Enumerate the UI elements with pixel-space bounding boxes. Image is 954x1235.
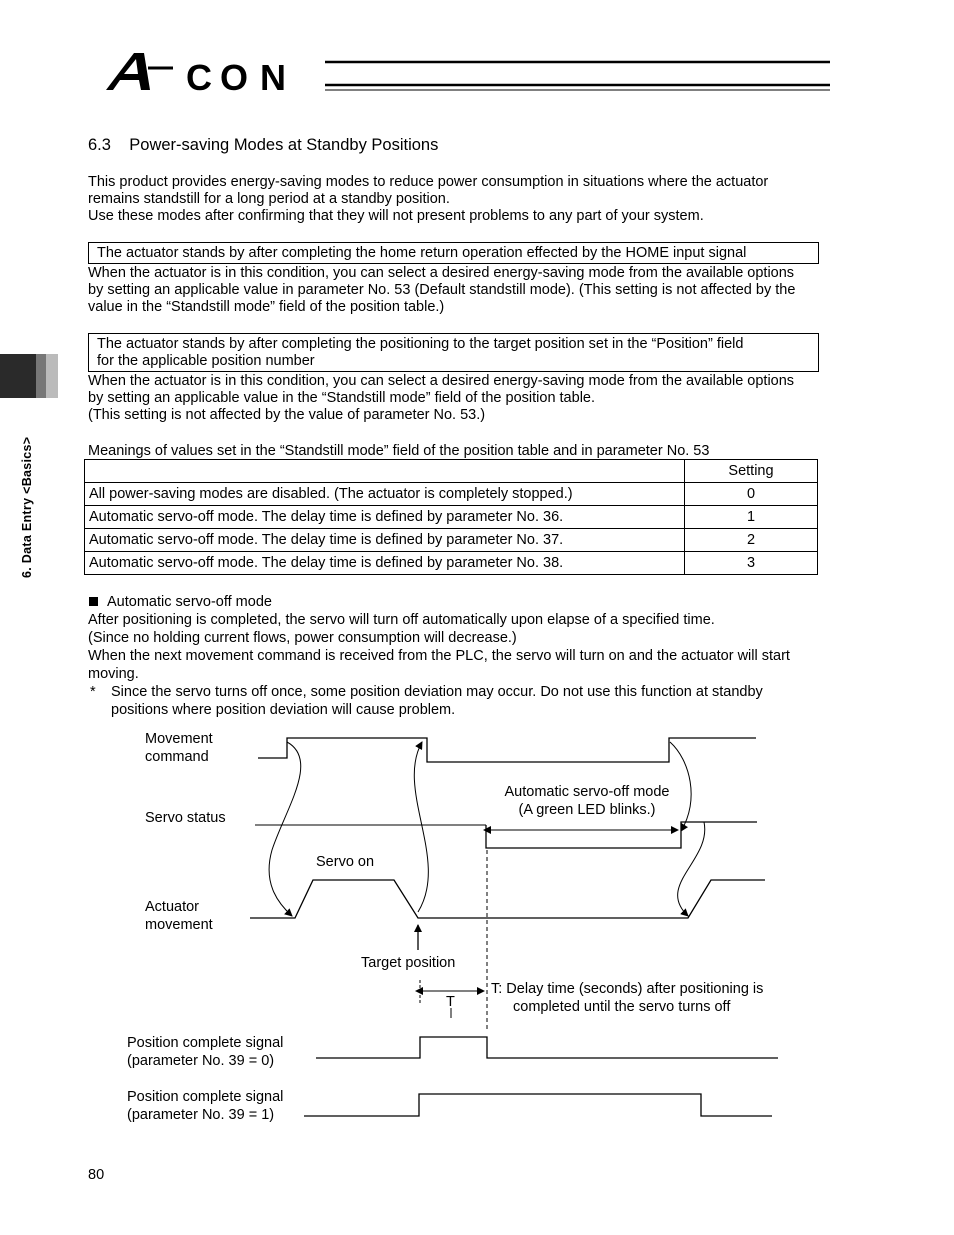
label-actuator-movement-2: movement — [145, 917, 213, 933]
para1-line-3: value in the “Standstill mode” field of the position table.) — [88, 299, 445, 315]
pcs1-waveform — [304, 1094, 772, 1116]
condition-box-position — [88, 333, 819, 372]
table-cell-description: Automatic servo-off mode. The delay time is defined by parameter No. 36. — [85, 506, 685, 529]
note-mark: * — [90, 684, 96, 700]
intro-line-1: This product provides energy-saving modes to reduce power consumption in situations where the actuator — [88, 174, 769, 190]
condition-box-home-text: The actuator stands by after completing the home return operation effected by the HOME input signal — [97, 245, 747, 261]
table-row — [85, 506, 818, 529]
curve-command-to-servo — [670, 742, 691, 831]
condition-box-home — [88, 242, 819, 264]
curve-movement-to-command — [414, 742, 428, 912]
label-movement-command-2: command — [145, 749, 209, 765]
label-t-desc-2: completed until the servo turns off — [513, 999, 731, 1015]
para1-line-2: by setting an applicable value in parameter No. 53 (Default standstill mode). (This setting is not affected by the — [88, 282, 796, 298]
label-pcs1-1: Position complete signal — [127, 1089, 284, 1105]
para1-line-1: When the actuator is in this condition, you can select a desired energy-saving mode from the available options — [88, 265, 795, 281]
square-bullet-icon — [89, 597, 98, 606]
svg-text:C: C — [186, 57, 212, 96]
label-servo-status: Servo status — [145, 810, 226, 826]
table-cell-setting: 2 — [685, 529, 818, 552]
label-pcs0-1: Position complete signal — [127, 1035, 284, 1051]
page-number: 80 — [88, 1167, 105, 1183]
label-auto-servo-off-2: (A green LED blinks.) — [518, 802, 656, 818]
servo-off-line-2: (Since no holding current flows, power consumption will decrease.) — [88, 630, 517, 646]
servo-off-heading — [89, 594, 272, 611]
label-pcs0-2: (parameter No. 39 = 0) — [127, 1053, 275, 1069]
label-actuator-movement-1: Actuator — [145, 899, 199, 915]
intro-line-3: Use these modes after confirming that they will not present problems to any part of your system. — [88, 208, 704, 224]
svg-text:O: O — [220, 57, 249, 96]
table-row — [85, 483, 818, 506]
section-title: 6.3 Power-saving Modes at Standby Positions — [88, 136, 439, 154]
para2-line-2: by setting an applicable value in the “Standstill mode” field of the position table. — [88, 390, 596, 406]
servo-off-line-4: moving. — [88, 666, 139, 682]
intro-line-2: remains standstill for a long period at a standby position. — [88, 191, 450, 207]
standstill-mode-table — [84, 459, 818, 575]
sidebar-tab — [0, 354, 58, 398]
curve-servo-to-movement — [678, 822, 705, 916]
actuator-movement-waveform — [250, 880, 765, 918]
label-t: T — [446, 994, 455, 1010]
sidebar-chapter-label: 6. Data Entry <Basics> — [20, 436, 34, 578]
label-t-desc-1: T: Delay time (seconds) after positioning is — [491, 981, 764, 997]
acon-logo-graphic — [100, 46, 835, 96]
table-cell-description: All power-saving modes are disabled. (The actuator is completely stopped.) — [85, 483, 685, 506]
para2-line-1: When the actuator is in this condition, you can select a desired energy-saving mode from the available options — [88, 373, 795, 389]
table-cell-setting: 1 — [685, 506, 818, 529]
movement-command-waveform — [258, 738, 756, 762]
table-header-row — [85, 460, 818, 483]
table-cell-setting: 3 — [685, 552, 818, 575]
label-auto-servo-off-1: Automatic servo-off mode — [504, 784, 670, 800]
servo-off-line-3: When the next movement command is received from the PLC, the servo will turn on and the actuator will start — [88, 648, 790, 664]
servo-status-off-segment — [486, 822, 757, 848]
table-caption: Meanings of values set in the “Standstill mode” field of the position table and in parameter No. 53 — [88, 443, 710, 459]
table-cell-description: Automatic servo-off mode. The delay time is defined by parameter No. 38. — [85, 552, 685, 575]
condition-box-position-line-1: The actuator stands by after completing the positioning to the target position set in the “Position” field — [97, 336, 744, 352]
condition-box-position-line-2: for the applicable position number — [97, 353, 315, 369]
timing-diagram — [0, 720, 954, 1140]
note-line-1: Since the servo turns off once, some position deviation may occur. Do not use this function at standby — [111, 684, 763, 700]
label-movement-command-1: Movement — [145, 731, 213, 747]
table-header-description — [85, 460, 685, 483]
table-row — [85, 552, 818, 575]
table-cell-description: Automatic servo-off mode. The delay time is defined by parameter No. 37. — [85, 529, 685, 552]
svg-text:N: N — [260, 57, 286, 96]
note-line-2: positions where position deviation will cause problem. — [111, 702, 456, 718]
label-target-position: Target position — [361, 955, 456, 971]
curve-command-to-movement — [269, 742, 301, 916]
servo-off-heading-text: Automatic servo-off mode — [107, 594, 272, 610]
header-logo — [100, 46, 835, 96]
table-row — [85, 529, 818, 552]
label-pcs1-2: (parameter No. 39 = 1) — [127, 1107, 275, 1123]
para2-line-3: (This setting is not affected by the value of parameter No. 53.) — [88, 407, 486, 423]
table-cell-setting: 0 — [685, 483, 818, 506]
pcs0-waveform — [316, 1037, 778, 1058]
servo-off-line-1: After positioning is completed, the servo will turn off automatically upon elapse of a specified time. — [88, 612, 715, 628]
table-header-setting: Setting — [685, 460, 818, 483]
label-servo-on: Servo on — [316, 854, 375, 870]
